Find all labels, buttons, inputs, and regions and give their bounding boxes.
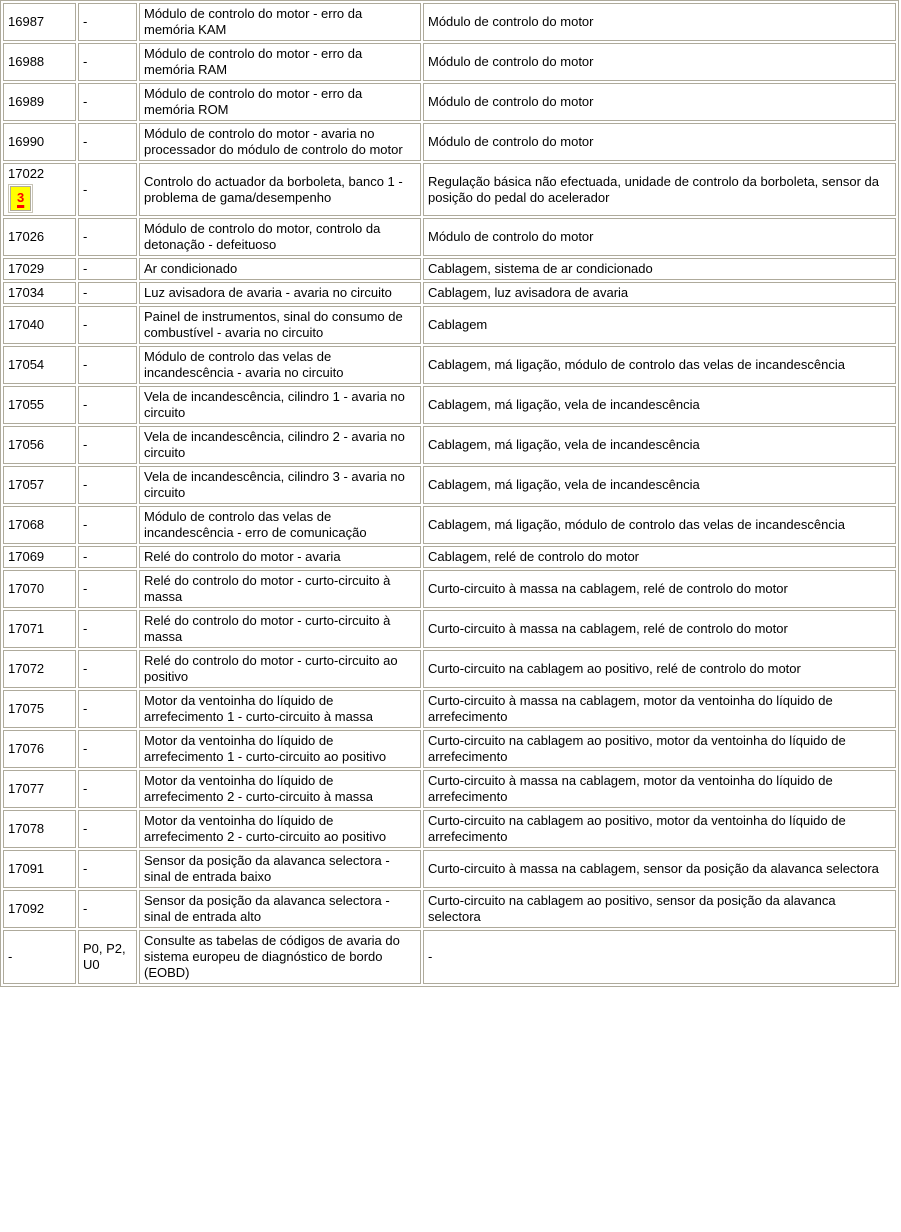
possible-cause-cell: Módulo de controlo do motor (423, 43, 896, 81)
table-row (3, 650, 896, 688)
possible-cause-cell: Curto-circuito na cablagem ao positivo, motor da ventoinha do líquido de arrefecimento (423, 810, 896, 848)
fault-code: 17068 (8, 517, 45, 532)
fault-description-cell: Sensor da posição da alavanca selectora - sinal de entrada baixo (139, 850, 421, 888)
fault-code-cell (3, 282, 76, 304)
fault-description-cell: Vela de incandescência, cilindro 3 - avaria no circuito (139, 466, 421, 504)
possible-cause-cell: Curto-circuito à massa na cablagem, relé de controlo do motor (423, 570, 896, 608)
fault-code: - (8, 949, 13, 964)
fault-code-cell (3, 770, 76, 808)
possible-cause-cell: Curto-circuito na cablagem ao positivo, motor da ventoinha do líquido de arrefecimento (423, 730, 896, 768)
footnote-link[interactable]: 3 (10, 186, 31, 211)
table-row (3, 163, 896, 216)
possible-cause-cell: Módulo de controlo do motor (423, 3, 896, 41)
possible-cause-cell: Regulação básica não efectuada, unidade de controlo da borboleta, sensor da posição do pedal do acelerador (423, 163, 896, 216)
fault-code-cell (3, 650, 76, 688)
fault-description-cell: Relé do controlo do motor - curto-circuito ao positivo (139, 650, 421, 688)
fault-code: 17092 (8, 901, 45, 916)
possible-cause-cell: - (423, 930, 896, 984)
eobd-code-cell: - (78, 730, 137, 768)
fault-code: 17070 (8, 581, 45, 596)
eobd-code-cell: - (78, 610, 137, 648)
table-row (3, 3, 896, 41)
fault-code: 17040 (8, 317, 45, 332)
possible-cause-cell: Módulo de controlo do motor (423, 123, 896, 161)
eobd-code-cell: - (78, 346, 137, 384)
table-row (3, 43, 896, 81)
fault-description-cell: Módulo de controlo do motor - erro da memória KAM (139, 3, 421, 41)
fault-code: 17054 (8, 357, 45, 372)
possible-cause-cell: Módulo de controlo do motor (423, 83, 896, 121)
fault-code-cell (3, 930, 76, 984)
fault-code-cell (3, 730, 76, 768)
fault-description-cell: Módulo de controlo do motor - erro da memória RAM (139, 43, 421, 81)
table-row (3, 218, 896, 256)
table-row (3, 282, 896, 304)
fault-code: 17076 (8, 741, 45, 756)
table-row (3, 123, 896, 161)
table-row (3, 426, 896, 464)
eobd-code-cell: - (78, 810, 137, 848)
fault-code: 16988 (8, 54, 45, 69)
table-row (3, 610, 896, 648)
possible-cause-cell: Curto-circuito na cablagem ao positivo, sensor da posição da alavanca selectora (423, 890, 896, 928)
table-row (3, 506, 896, 544)
fault-code: 17034 (8, 285, 45, 300)
possible-cause-cell: Curto-circuito à massa na cablagem, sensor da posição da alavanca selectora (423, 850, 896, 888)
possible-cause-cell: Cablagem, má ligação, vela de incandescência (423, 386, 896, 424)
fault-code-cell (3, 546, 76, 568)
table-row (3, 730, 896, 768)
fault-code: 17069 (8, 549, 45, 564)
table-row (3, 890, 896, 928)
possible-cause-cell: Curto-circuito à massa na cablagem, motor da ventoinha do líquido de arrefecimento (423, 770, 896, 808)
fault-code-cell (3, 466, 76, 504)
fault-description-cell: Motor da ventoinha do líquido de arrefecimento 1 - curto-circuito ao positivo (139, 730, 421, 768)
table-row (3, 546, 896, 568)
fault-description-cell: Motor da ventoinha do líquido de arrefecimento 2 - curto-circuito ao positivo (139, 810, 421, 848)
fault-description-cell: Motor da ventoinha do líquido de arrefecimento 2 - curto-circuito à massa (139, 770, 421, 808)
table-row (3, 850, 896, 888)
footnote-box (8, 184, 33, 213)
eobd-code-cell: - (78, 43, 137, 81)
possible-cause-cell: Cablagem, má ligação, vela de incandescência (423, 426, 896, 464)
possible-cause-cell: Módulo de controlo do motor (423, 218, 896, 256)
eobd-code-cell: - (78, 770, 137, 808)
fault-code-cell (3, 3, 76, 41)
eobd-code-cell: P0, P2, U0 (78, 930, 137, 984)
fault-code-cell (3, 83, 76, 121)
table-row (3, 83, 896, 121)
possible-cause-cell: Cablagem, luz avisadora de avaria (423, 282, 896, 304)
fault-code-cell (3, 810, 76, 848)
fault-description-cell: Luz avisadora de avaria - avaria no circuito (139, 282, 421, 304)
eobd-code-cell: - (78, 306, 137, 344)
fault-code-cell (3, 258, 76, 280)
fault-description-cell: Relé do controlo do motor - curto-circuito à massa (139, 570, 421, 608)
fault-table-body (3, 3, 896, 984)
possible-cause-cell: Cablagem, má ligação, módulo de controlo das velas de incandescência (423, 506, 896, 544)
fault-code: 17026 (8, 229, 45, 244)
fault-code-cell (3, 123, 76, 161)
eobd-code-cell: - (78, 690, 137, 728)
fault-code-cell (3, 690, 76, 728)
fault-code: 16990 (8, 134, 45, 149)
fault-description-cell: Consulte as tabelas de códigos de avaria do sistema europeu de diagnóstico de bordo (EOBD) (139, 930, 421, 984)
eobd-code-cell: - (78, 890, 137, 928)
eobd-code-cell: - (78, 850, 137, 888)
eobd-code-cell: - (78, 570, 137, 608)
fault-code: 17057 (8, 477, 45, 492)
possible-cause-cell: Curto-circuito na cablagem ao positivo, relé de controlo do motor (423, 650, 896, 688)
fault-code-cell (3, 163, 76, 216)
table-row (3, 770, 896, 808)
fault-code-cell (3, 610, 76, 648)
fault-code: 17029 (8, 261, 45, 276)
fault-code: 17091 (8, 861, 45, 876)
table-row (3, 570, 896, 608)
fault-description-cell: Vela de incandescência, cilindro 2 - avaria no circuito (139, 426, 421, 464)
fault-code: 17055 (8, 397, 45, 412)
fault-code-cell (3, 386, 76, 424)
fault-code-cell (3, 570, 76, 608)
fault-description-cell: Relé do controlo do motor - curto-circuito à massa (139, 610, 421, 648)
table-row (3, 466, 896, 504)
possible-cause-cell: Cablagem (423, 306, 896, 344)
fault-description-cell: Motor da ventoinha do líquido de arrefecimento 1 - curto-circuito à massa (139, 690, 421, 728)
possible-cause-cell: Cablagem, má ligação, vela de incandescência (423, 466, 896, 504)
fault-description-cell: Módulo de controlo das velas de incandescência - erro de comunicação (139, 506, 421, 544)
eobd-code-cell: - (78, 123, 137, 161)
eobd-code-cell: - (78, 163, 137, 216)
fault-code-cell (3, 426, 76, 464)
eobd-code-cell: - (78, 386, 137, 424)
fault-description-cell: Sensor da posição da alavanca selectora - sinal de entrada alto (139, 890, 421, 928)
fault-code: 17072 (8, 661, 45, 676)
table-row (3, 386, 896, 424)
fault-description-cell: Painel de instrumentos, sinal do consumo de combustível - avaria no circuito (139, 306, 421, 344)
possible-cause-cell: Curto-circuito à massa na cablagem, relé de controlo do motor (423, 610, 896, 648)
eobd-code-cell: - (78, 3, 137, 41)
fault-code-cell (3, 218, 76, 256)
eobd-code-cell: - (78, 650, 137, 688)
table-row (3, 306, 896, 344)
fault-code: 17071 (8, 621, 45, 636)
table-row (3, 346, 896, 384)
fault-code-cell (3, 850, 76, 888)
eobd-code-cell: - (78, 426, 137, 464)
fault-description-cell: Módulo de controlo do motor, controlo da detonação - defeituoso (139, 218, 421, 256)
possible-cause-cell: Cablagem, relé de controlo do motor (423, 546, 896, 568)
possible-cause-cell: Curto-circuito à massa na cablagem, motor da ventoinha do líquido de arrefecimento (423, 690, 896, 728)
fault-code: 16989 (8, 94, 45, 109)
fault-code-cell (3, 890, 76, 928)
fault-code: 17075 (8, 701, 45, 716)
eobd-code-cell: - (78, 546, 137, 568)
fault-description-cell: Ar condicionado (139, 258, 421, 280)
fault-code: 17077 (8, 781, 45, 796)
fault-code: 17078 (8, 821, 45, 836)
table-row (3, 690, 896, 728)
fault-code-cell (3, 306, 76, 344)
fault-code: 17022 (8, 166, 45, 181)
fault-description-cell: Vela de incandescência, cilindro 1 - avaria no circuito (139, 386, 421, 424)
fault-description-cell: Controlo do actuador da borboleta, banco 1 - problema de gama/desempenho (139, 163, 421, 216)
fault-code-cell (3, 346, 76, 384)
fault-code: 16987 (8, 14, 45, 29)
fault-description-cell: Módulo de controlo do motor - avaria no processador do módulo de controlo do motor (139, 123, 421, 161)
eobd-code-cell: - (78, 282, 137, 304)
table-row (3, 258, 896, 280)
eobd-code-cell: - (78, 258, 137, 280)
possible-cause-cell: Cablagem, sistema de ar condicionado (423, 258, 896, 280)
fault-description-cell: Módulo de controlo das velas de incandescência - avaria no circuito (139, 346, 421, 384)
table-row (3, 810, 896, 848)
fault-code-cell (3, 506, 76, 544)
fault-code-cell (3, 43, 76, 81)
eobd-code-cell: - (78, 218, 137, 256)
possible-cause-cell: Cablagem, má ligação, módulo de controlo das velas de incandescência (423, 346, 896, 384)
fault-description-cell: Relé do controlo do motor - avaria (139, 546, 421, 568)
fault-code: 17056 (8, 437, 45, 452)
table-row (3, 930, 896, 984)
eobd-code-cell: - (78, 466, 137, 504)
eobd-code-cell: - (78, 506, 137, 544)
eobd-code-cell: - (78, 83, 137, 121)
fault-description-cell: Módulo de controlo do motor - erro da memória ROM (139, 83, 421, 121)
